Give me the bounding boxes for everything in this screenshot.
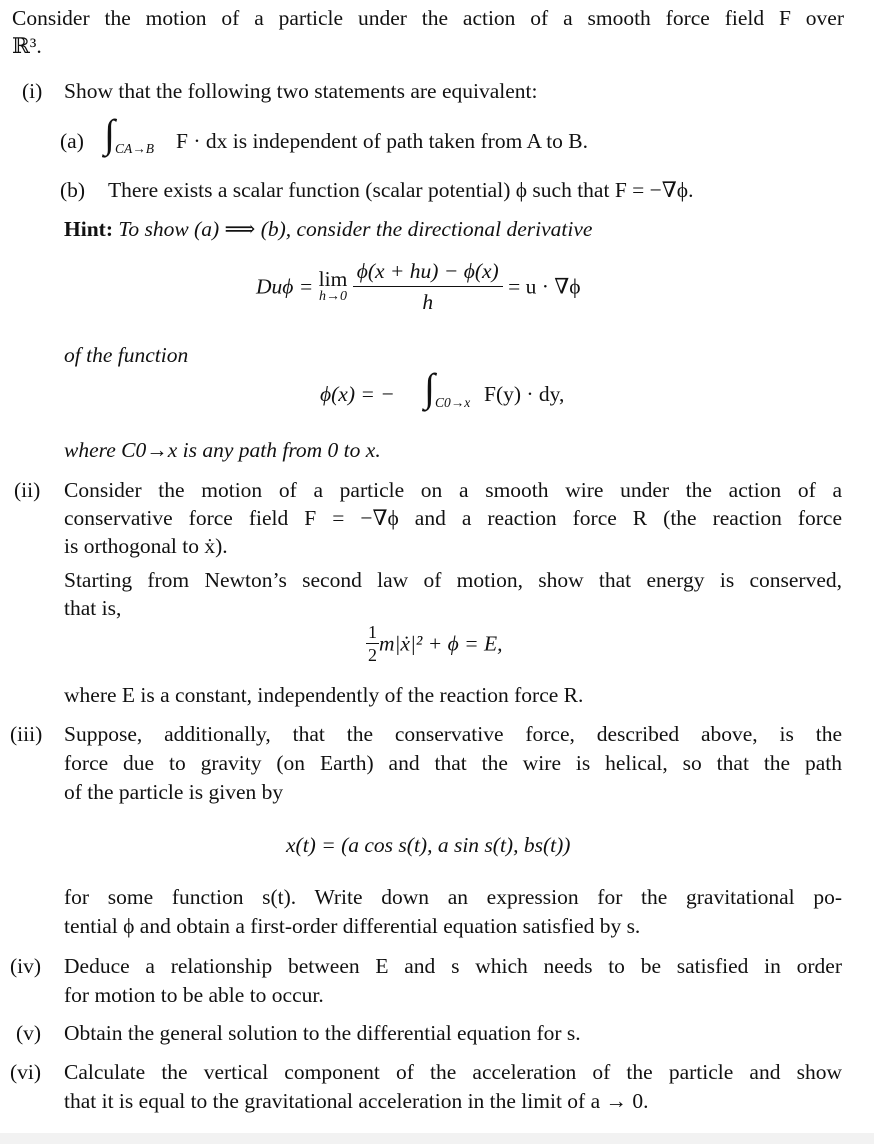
part-i-a-label: (a) bbox=[60, 129, 84, 153]
part-i-b-text: There exists a scalar function (scalar potential) ϕ such that F = −∇ϕ. bbox=[108, 178, 694, 202]
part-iii-line-1: Suppose, additionally, that the conservative force, described above, is the bbox=[64, 722, 842, 746]
part-ii-line-4: Starting from Newton’s second law of motion, show that energy is conserved, bbox=[64, 568, 842, 592]
part-ii-label: (ii) bbox=[14, 478, 41, 502]
part-vi-line-1: Calculate the vertical component of the acceleration of the particle and show bbox=[64, 1060, 842, 1084]
part-ii-line-6: where E is a constant, independently of the reaction force R. bbox=[64, 683, 584, 707]
part-ii-line-2: conservative force field F = −∇ϕ and a reaction force R (the reaction force bbox=[64, 506, 842, 530]
of-the-function: of the function bbox=[64, 343, 189, 367]
eq1-lhs: Duϕ = bbox=[256, 274, 319, 299]
part-i-a-statement bbox=[104, 111, 154, 170]
energy-fraction bbox=[366, 622, 379, 665]
part-ii-line-3: is orthogonal to ẋ). bbox=[64, 534, 228, 558]
part-vi-label: (vi) bbox=[10, 1060, 42, 1084]
eq1-rhs: = u · ∇ϕ bbox=[508, 274, 581, 299]
part-i-label: (i) bbox=[22, 79, 43, 103]
eq1-limit bbox=[318, 266, 348, 305]
energy-rest: m|ẋ|² + ϕ = E, bbox=[379, 631, 503, 656]
intro-line-1: Consider the motion of a particle under the action of a smooth force field F over bbox=[12, 6, 844, 30]
part-v-line-1: Obtain the general solution to the differential equation for s. bbox=[64, 1021, 581, 1045]
part-ii-line-1: Consider the motion of a particle on a smooth wire under the action of a bbox=[64, 478, 842, 502]
eq2-lhs bbox=[320, 380, 395, 408]
part-iii-line-5: tential ϕ and obtain a first-order differential equation satisfied by s. bbox=[64, 914, 641, 938]
eq2-integral bbox=[424, 365, 471, 424]
part-i-b-label: (b) bbox=[60, 178, 86, 202]
energy-equation bbox=[366, 622, 503, 678]
energy-numerator: 1 bbox=[368, 622, 377, 642]
integral-sign-2: ∫ bbox=[424, 365, 435, 410]
where-text: where C0→x is any path from 0 to x. bbox=[64, 438, 381, 462]
integral-subscript-2: C0→x bbox=[434, 394, 471, 410]
eq1-fraction bbox=[353, 258, 503, 315]
part-vi-line-2: that it is equal to the gravitational acceleration in the limit of a → 0. bbox=[64, 1089, 649, 1113]
eq1-denominator: h bbox=[422, 290, 434, 314]
part-iv-line-1: Deduce a relationship between E and s which needs to be satisfied in order bbox=[64, 954, 842, 978]
eq2-lhs-text: ϕ(x) = − bbox=[320, 382, 395, 406]
part-iii-label: (iii) bbox=[10, 722, 43, 746]
eq1-lim-word: lim bbox=[318, 266, 348, 291]
part-v-label: (v) bbox=[16, 1021, 42, 1045]
eq1-lim-subscript: h→0 bbox=[319, 288, 347, 304]
integral-subscript-a: CA→B bbox=[114, 140, 154, 156]
energy-denominator: 2 bbox=[368, 645, 377, 665]
part-iii-line-4: for some function s(t). Write down an expression for the gravitational po- bbox=[64, 885, 842, 909]
hint-text: To show (a) ⟹ (b), consider the directional derivative bbox=[118, 217, 593, 241]
eq2-rhs: F(y) · dy, bbox=[484, 382, 565, 406]
page-bottom-strip bbox=[0, 1133, 874, 1144]
integral-sign: ∫ bbox=[104, 111, 115, 156]
part-ii-line-5: that is, bbox=[64, 596, 122, 620]
eq1-numerator: ϕ(x + hu) − ϕ(x) bbox=[353, 258, 503, 287]
intro-line-2: ℝ³. bbox=[12, 34, 42, 58]
part-i-text: Show that the following two statements are equivalent: bbox=[64, 79, 538, 103]
part-iv-label: (iv) bbox=[10, 954, 42, 978]
directional-derivative-equation bbox=[256, 258, 581, 328]
hint-label: Hint: bbox=[64, 217, 113, 241]
part-iii-line-3: of the particle is given by bbox=[64, 780, 284, 804]
helix-equation: x(t) = (a cos s(t), a sin s(t), bs(t)) bbox=[286, 833, 571, 857]
part-i-a-text: F · dx is independent of path taken from A to B. bbox=[176, 129, 589, 153]
hint-line bbox=[64, 215, 592, 243]
part-iii-line-2: force due to gravity (on Earth) and that the wire is helical, so that the path bbox=[64, 751, 842, 775]
part-iv-line-2: for motion to be able to occur. bbox=[64, 983, 324, 1007]
